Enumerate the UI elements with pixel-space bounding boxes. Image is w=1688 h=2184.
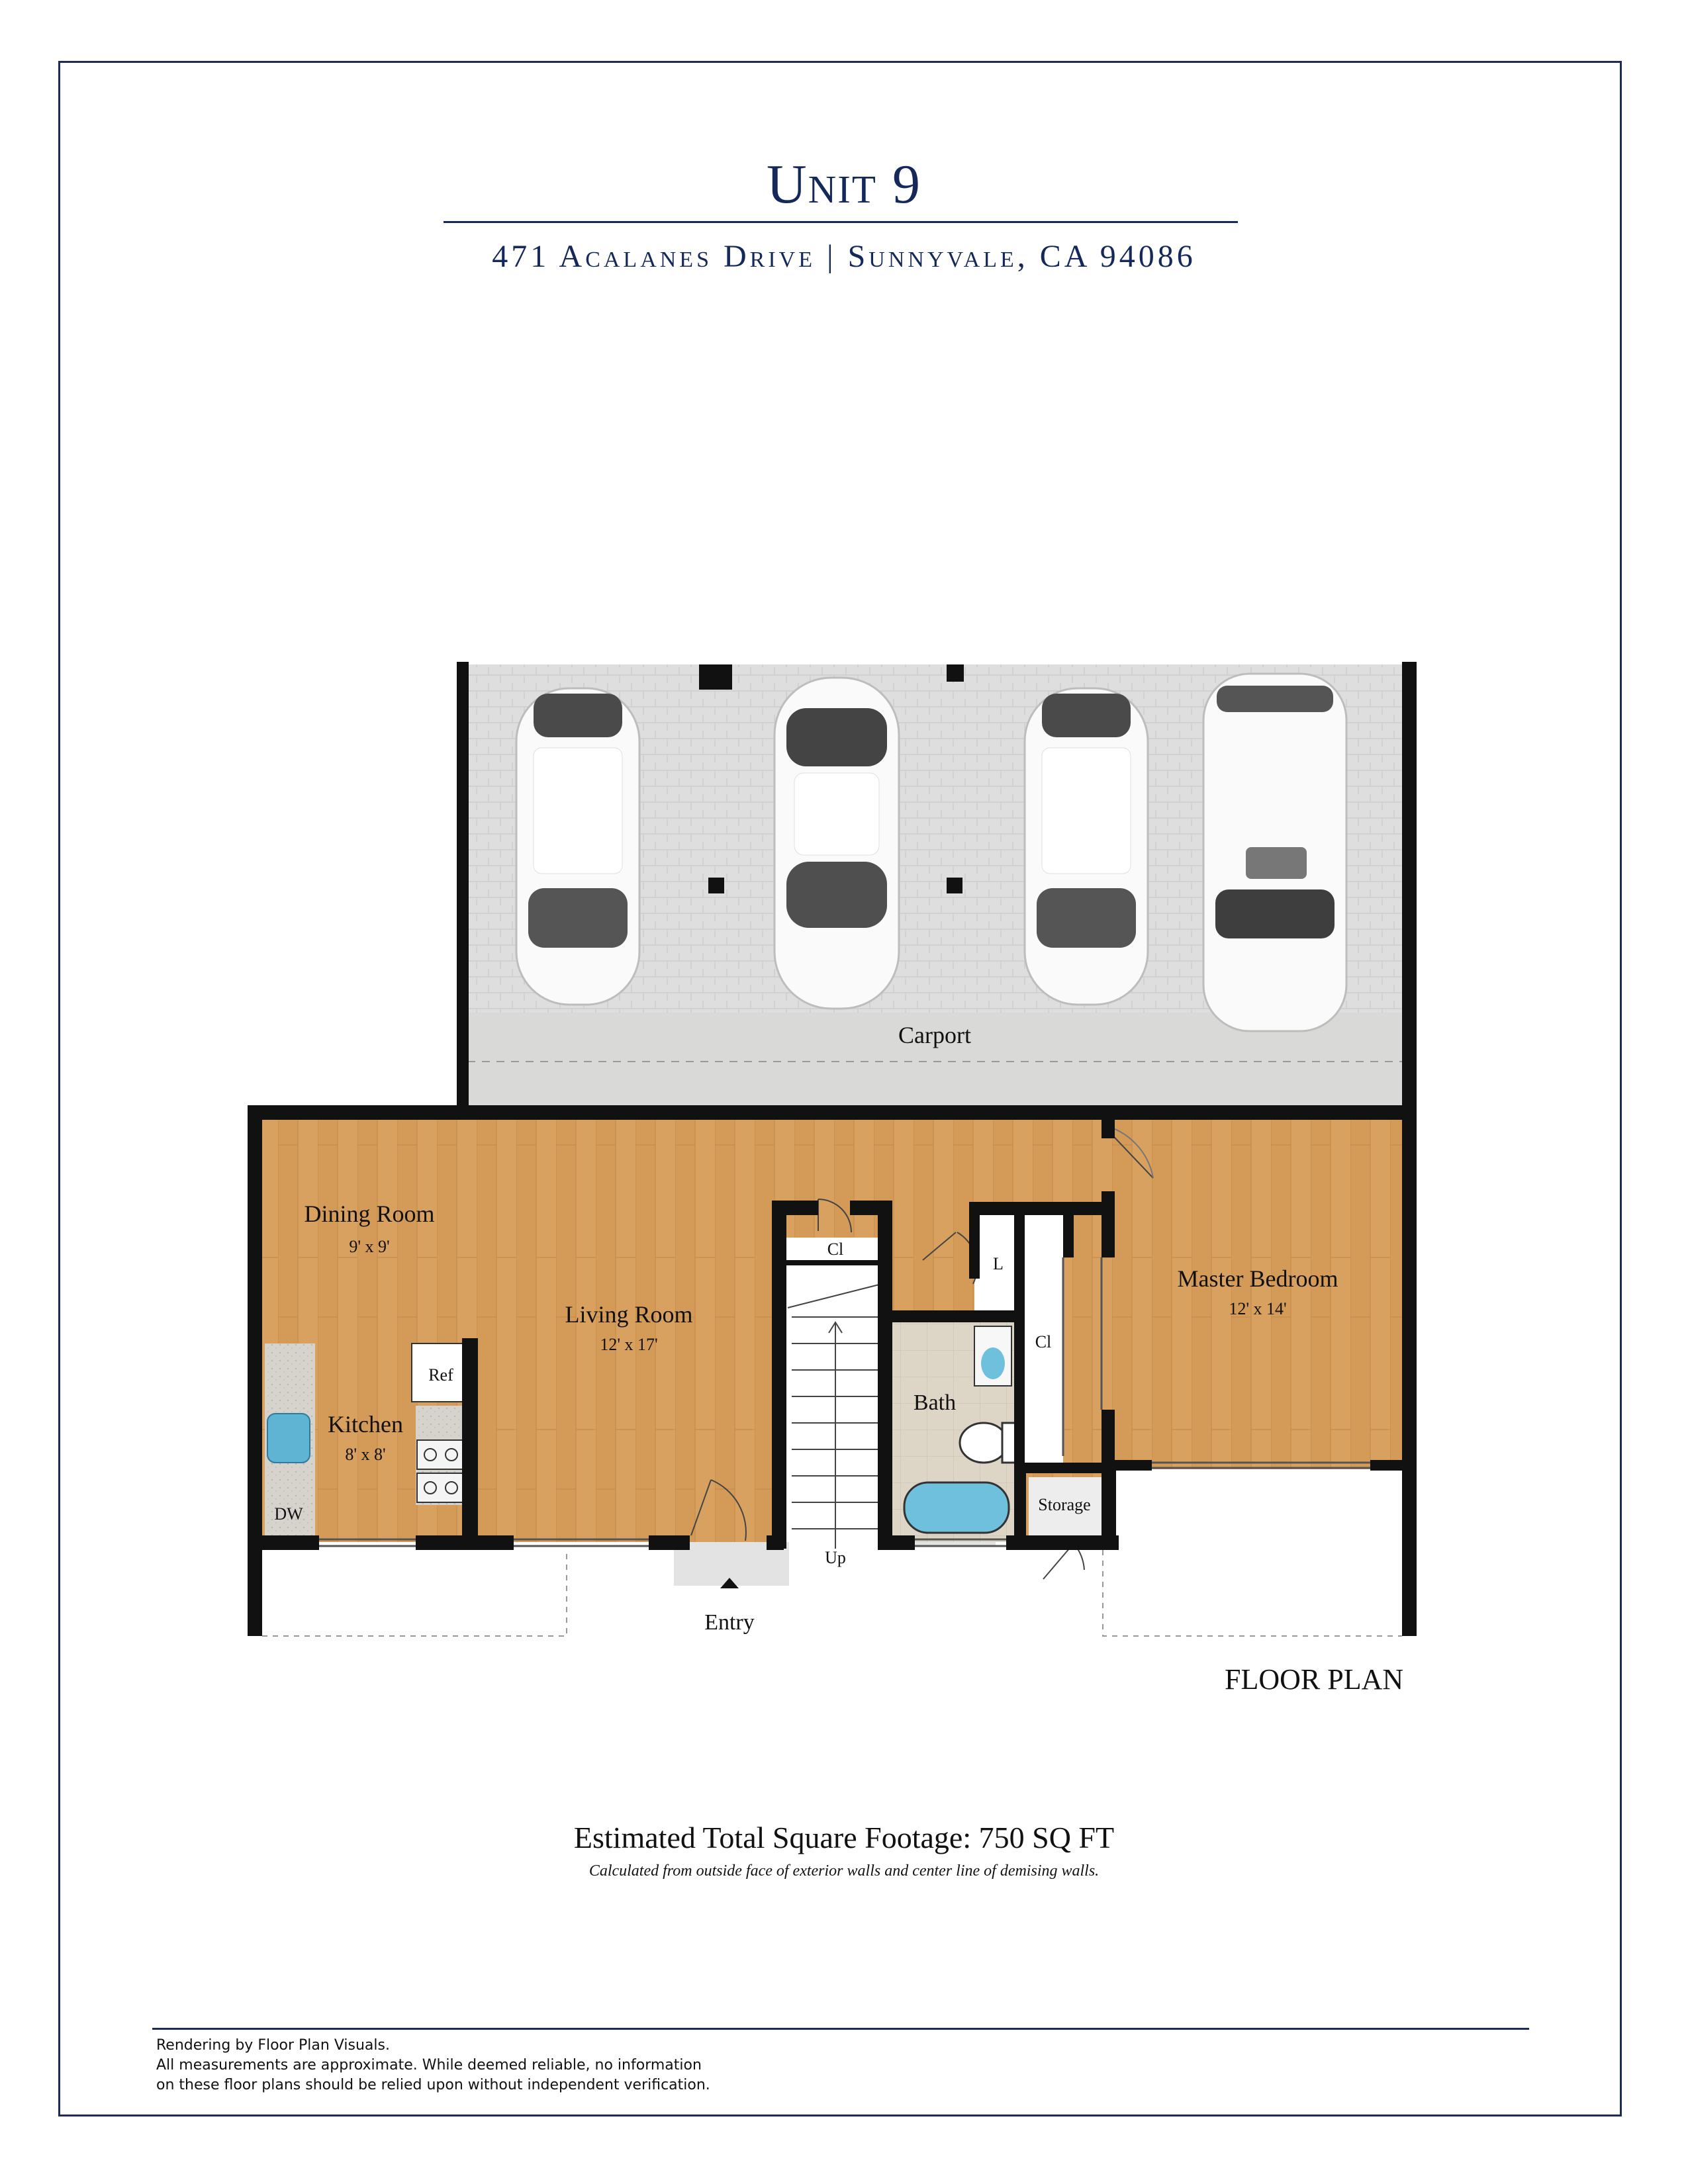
carport-label: Carport xyxy=(898,1022,971,1048)
disclaimer-line: Rendering by Floor Plan Visuals. xyxy=(156,2037,390,2054)
dishwasher-label: DW xyxy=(274,1504,303,1524)
car-3 xyxy=(1025,688,1148,1005)
hall-closet-label: Cl xyxy=(1035,1332,1052,1351)
footer-divider xyxy=(152,2028,1529,2030)
page-title: Unit 9 xyxy=(767,154,921,215)
master-bedroom-size: 12' x 14' xyxy=(1229,1299,1287,1318)
square-footage: Estimated Total Square Footage: 750 SQ FT xyxy=(573,1821,1115,1854)
storage-label: Storage xyxy=(1038,1495,1091,1514)
living-room-size: 12' x 17' xyxy=(600,1335,658,1354)
kitchen-label: Kitchen xyxy=(328,1411,403,1437)
disclaimer-line: on these floor plans should be relied upon without independent verification. xyxy=(156,2077,710,2093)
stair-closet-label: Cl xyxy=(827,1240,844,1259)
floor-plan-label: FLOOR PLAN xyxy=(1225,1663,1404,1696)
car-1 xyxy=(516,688,639,1005)
stairs-up-label: Up xyxy=(825,1548,846,1567)
living-room-label: Living Room xyxy=(565,1301,693,1328)
dining-room-label: Dining Room xyxy=(304,1201,435,1227)
kitchen-size: 8' x 8' xyxy=(345,1445,386,1464)
calculation-note: Calculated from outside face of exterior walls and center line of demising walls. xyxy=(588,1862,1100,1880)
ref-label: Ref xyxy=(428,1365,453,1385)
linen-closet-label: L xyxy=(993,1254,1004,1273)
dining-room-size: 9' x 9' xyxy=(349,1237,390,1256)
master-bedroom-label: Master Bedroom xyxy=(1177,1265,1338,1292)
car-4 xyxy=(1203,674,1346,1031)
disclaimer-line: All measurements are approximate. While deemed reliable, no information xyxy=(156,2057,702,2073)
car-2 xyxy=(774,678,899,1009)
address-subtitle: 471 Acalanes Drive | Sunnyvale, CA 94086 xyxy=(492,239,1196,274)
entry-label: Entry xyxy=(704,1610,755,1635)
disclaimer xyxy=(156,2036,1083,2095)
bath-label: Bath xyxy=(913,1390,957,1415)
